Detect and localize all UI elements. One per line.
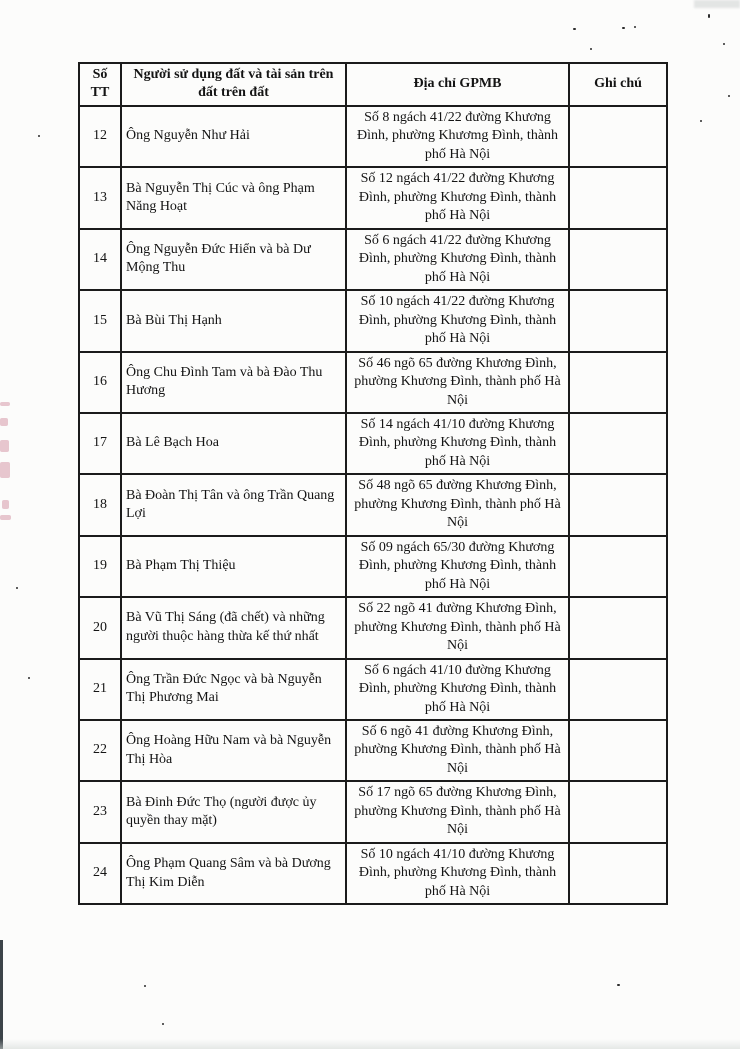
gpmb-address: Số 22 ngõ 41 đường Khương Đình, phường Khương Đình, thành phố Hà Nội xyxy=(346,597,569,658)
owner-name: Bà Vũ Thị Sáng (đã chết) và những người thuộc hàng thừa kế thứ nhất xyxy=(121,597,346,658)
row-number: 12 xyxy=(79,106,121,167)
scan-speck xyxy=(700,120,702,122)
table-row xyxy=(79,352,667,413)
ink-bleed-mark xyxy=(0,402,10,406)
land-users-table xyxy=(78,62,668,905)
header-cell-note: Ghi chú xyxy=(569,63,667,106)
scan-speck xyxy=(162,1023,164,1025)
owner-name: Ông Nguyễn Đức Hiển và bà Dư Mộng Thu xyxy=(121,229,346,290)
owner-name: Bà Đinh Đức Thọ (người được ủy quyền thay mặt) xyxy=(121,781,346,842)
scan-speck xyxy=(38,135,40,137)
row-number: 15 xyxy=(79,290,121,351)
note-cell xyxy=(569,781,667,842)
scan-speck xyxy=(28,677,30,679)
scan-speck xyxy=(622,27,625,29)
table-row xyxy=(79,597,667,658)
row-number: 13 xyxy=(79,167,121,228)
row-number: 20 xyxy=(79,597,121,658)
scan-speck xyxy=(708,14,710,18)
scan-speck xyxy=(573,28,576,30)
scanner-edge-strip xyxy=(0,940,3,1049)
note-cell xyxy=(569,229,667,290)
note-cell xyxy=(569,474,667,535)
gpmb-address: Số 10 ngách 41/10 đường Khương Đình, phường Khương Đình, thành phố Hà Nội xyxy=(346,843,569,904)
table-header xyxy=(79,63,667,106)
note-cell xyxy=(569,413,667,474)
scan-speck xyxy=(634,26,636,28)
gpmb-address: Số 48 ngõ 65 đường Khương Đình, phường Khương Đình, thành phố Hà Nội xyxy=(346,474,569,535)
note-cell xyxy=(569,597,667,658)
gpmb-address: Số 6 ngách 41/10 đường Khương Đình, phường Khương Đình, thành phố Hà Nội xyxy=(346,659,569,720)
table-row xyxy=(79,720,667,781)
table-row xyxy=(79,843,667,904)
scan-speck xyxy=(723,43,725,45)
header-cell-no: Số TT xyxy=(79,63,121,106)
note-cell xyxy=(569,536,667,597)
scanner-bottom-shadow xyxy=(0,1039,740,1049)
header-cell-address: Địa chỉ GPMB xyxy=(346,63,569,106)
note-cell xyxy=(569,290,667,351)
scan-speck xyxy=(16,587,18,589)
table-body xyxy=(79,106,667,904)
ink-bleed-mark xyxy=(0,440,9,452)
scan-speck xyxy=(144,985,146,987)
header-cell-owner: Người sử dụng đất và tài sản trên đất trên đất xyxy=(121,63,346,106)
owner-name: Bà Bùi Thị Hạnh xyxy=(121,290,346,351)
ink-bleed-mark xyxy=(0,418,8,426)
gpmb-address: Số 6 ngách 41/22 đường Khương Đình, phường Khương Đình, thành phố Hà Nội xyxy=(346,229,569,290)
gpmb-address: Số 46 ngõ 65 đường Khương Đình, phường Khương Đình, thành phố Hà Nội xyxy=(346,352,569,413)
table-row xyxy=(79,167,667,228)
table-row xyxy=(79,229,667,290)
table-row xyxy=(79,659,667,720)
row-number: 17 xyxy=(79,413,121,474)
ink-bleed-mark xyxy=(0,515,11,520)
table-row xyxy=(79,413,667,474)
table-row xyxy=(79,474,667,535)
ink-bleed-mark xyxy=(2,500,9,509)
note-cell xyxy=(569,352,667,413)
gpmb-address: Số 09 ngách 65/30 đường Khương Đình, phường Khương Đình, thành phố Hà Nội xyxy=(346,536,569,597)
note-cell xyxy=(569,167,667,228)
table-row xyxy=(79,781,667,842)
row-number: 16 xyxy=(79,352,121,413)
note-cell xyxy=(569,720,667,781)
gpmb-address: Số 6 ngõ 41 đường Khương Đình, phường Khương Đình, thành phố Hà Nội xyxy=(346,720,569,781)
row-number: 19 xyxy=(79,536,121,597)
row-number: 18 xyxy=(79,474,121,535)
owner-name: Ông Chu Đình Tam và bà Đào Thu Hương xyxy=(121,352,346,413)
owner-name: Bà Nguyễn Thị Cúc và ông Phạm Năng Hoạt xyxy=(121,167,346,228)
note-cell xyxy=(569,843,667,904)
owner-name: Bà Lê Bạch Hoa xyxy=(121,413,346,474)
row-number: 24 xyxy=(79,843,121,904)
row-number: 21 xyxy=(79,659,121,720)
row-number: 23 xyxy=(79,781,121,842)
table-row xyxy=(79,106,667,167)
owner-name: Bà Phạm Thị Thiệu xyxy=(121,536,346,597)
gpmb-address: Số 14 ngách 41/10 đường Khương Đình, phường Khương Đình, thành phố Hà Nội xyxy=(346,413,569,474)
row-number: 22 xyxy=(79,720,121,781)
owner-name: Bà Đoàn Thị Tân và ông Trần Quang Lợi xyxy=(121,474,346,535)
owner-name: Ông Trần Đức Ngọc và bà Nguyễn Thị Phương Mai xyxy=(121,659,346,720)
ink-bleed-mark xyxy=(0,462,10,478)
scan-speck xyxy=(728,95,730,97)
note-cell xyxy=(569,106,667,167)
owner-name: Ông Hoàng Hữu Nam và bà Nguyễn Thị Hòa xyxy=(121,720,346,781)
gpmb-address: Số 8 ngách 41/22 đường Khương Đình, phường Khươmg Đình, thành phố Hà Nội xyxy=(346,106,569,167)
row-number: 14 xyxy=(79,229,121,290)
table-row xyxy=(79,290,667,351)
note-cell xyxy=(569,659,667,720)
scan-speck xyxy=(590,48,592,50)
header-row xyxy=(79,63,667,106)
owner-name: Ông Phạm Quang Sâm và bà Dương Thị Kim Diễn xyxy=(121,843,346,904)
scanner-corner-smudge xyxy=(694,0,740,8)
gpmb-address: Số 10 ngách 41/22 đường Khương Đình, phường Khương Đình, thành phố Hà Nội xyxy=(346,290,569,351)
gpmb-address: Số 17 ngõ 65 đường Khương Đình, phường Khương Đình, thành phố Hà Nội xyxy=(346,781,569,842)
owner-name: Ông Nguyễn Như Hải xyxy=(121,106,346,167)
gpmb-address: Số 12 ngách 41/22 đường Khương Đình, phường Khương Đình, thành phố Hà Nội xyxy=(346,167,569,228)
table-row xyxy=(79,536,667,597)
scan-speck xyxy=(617,984,620,986)
